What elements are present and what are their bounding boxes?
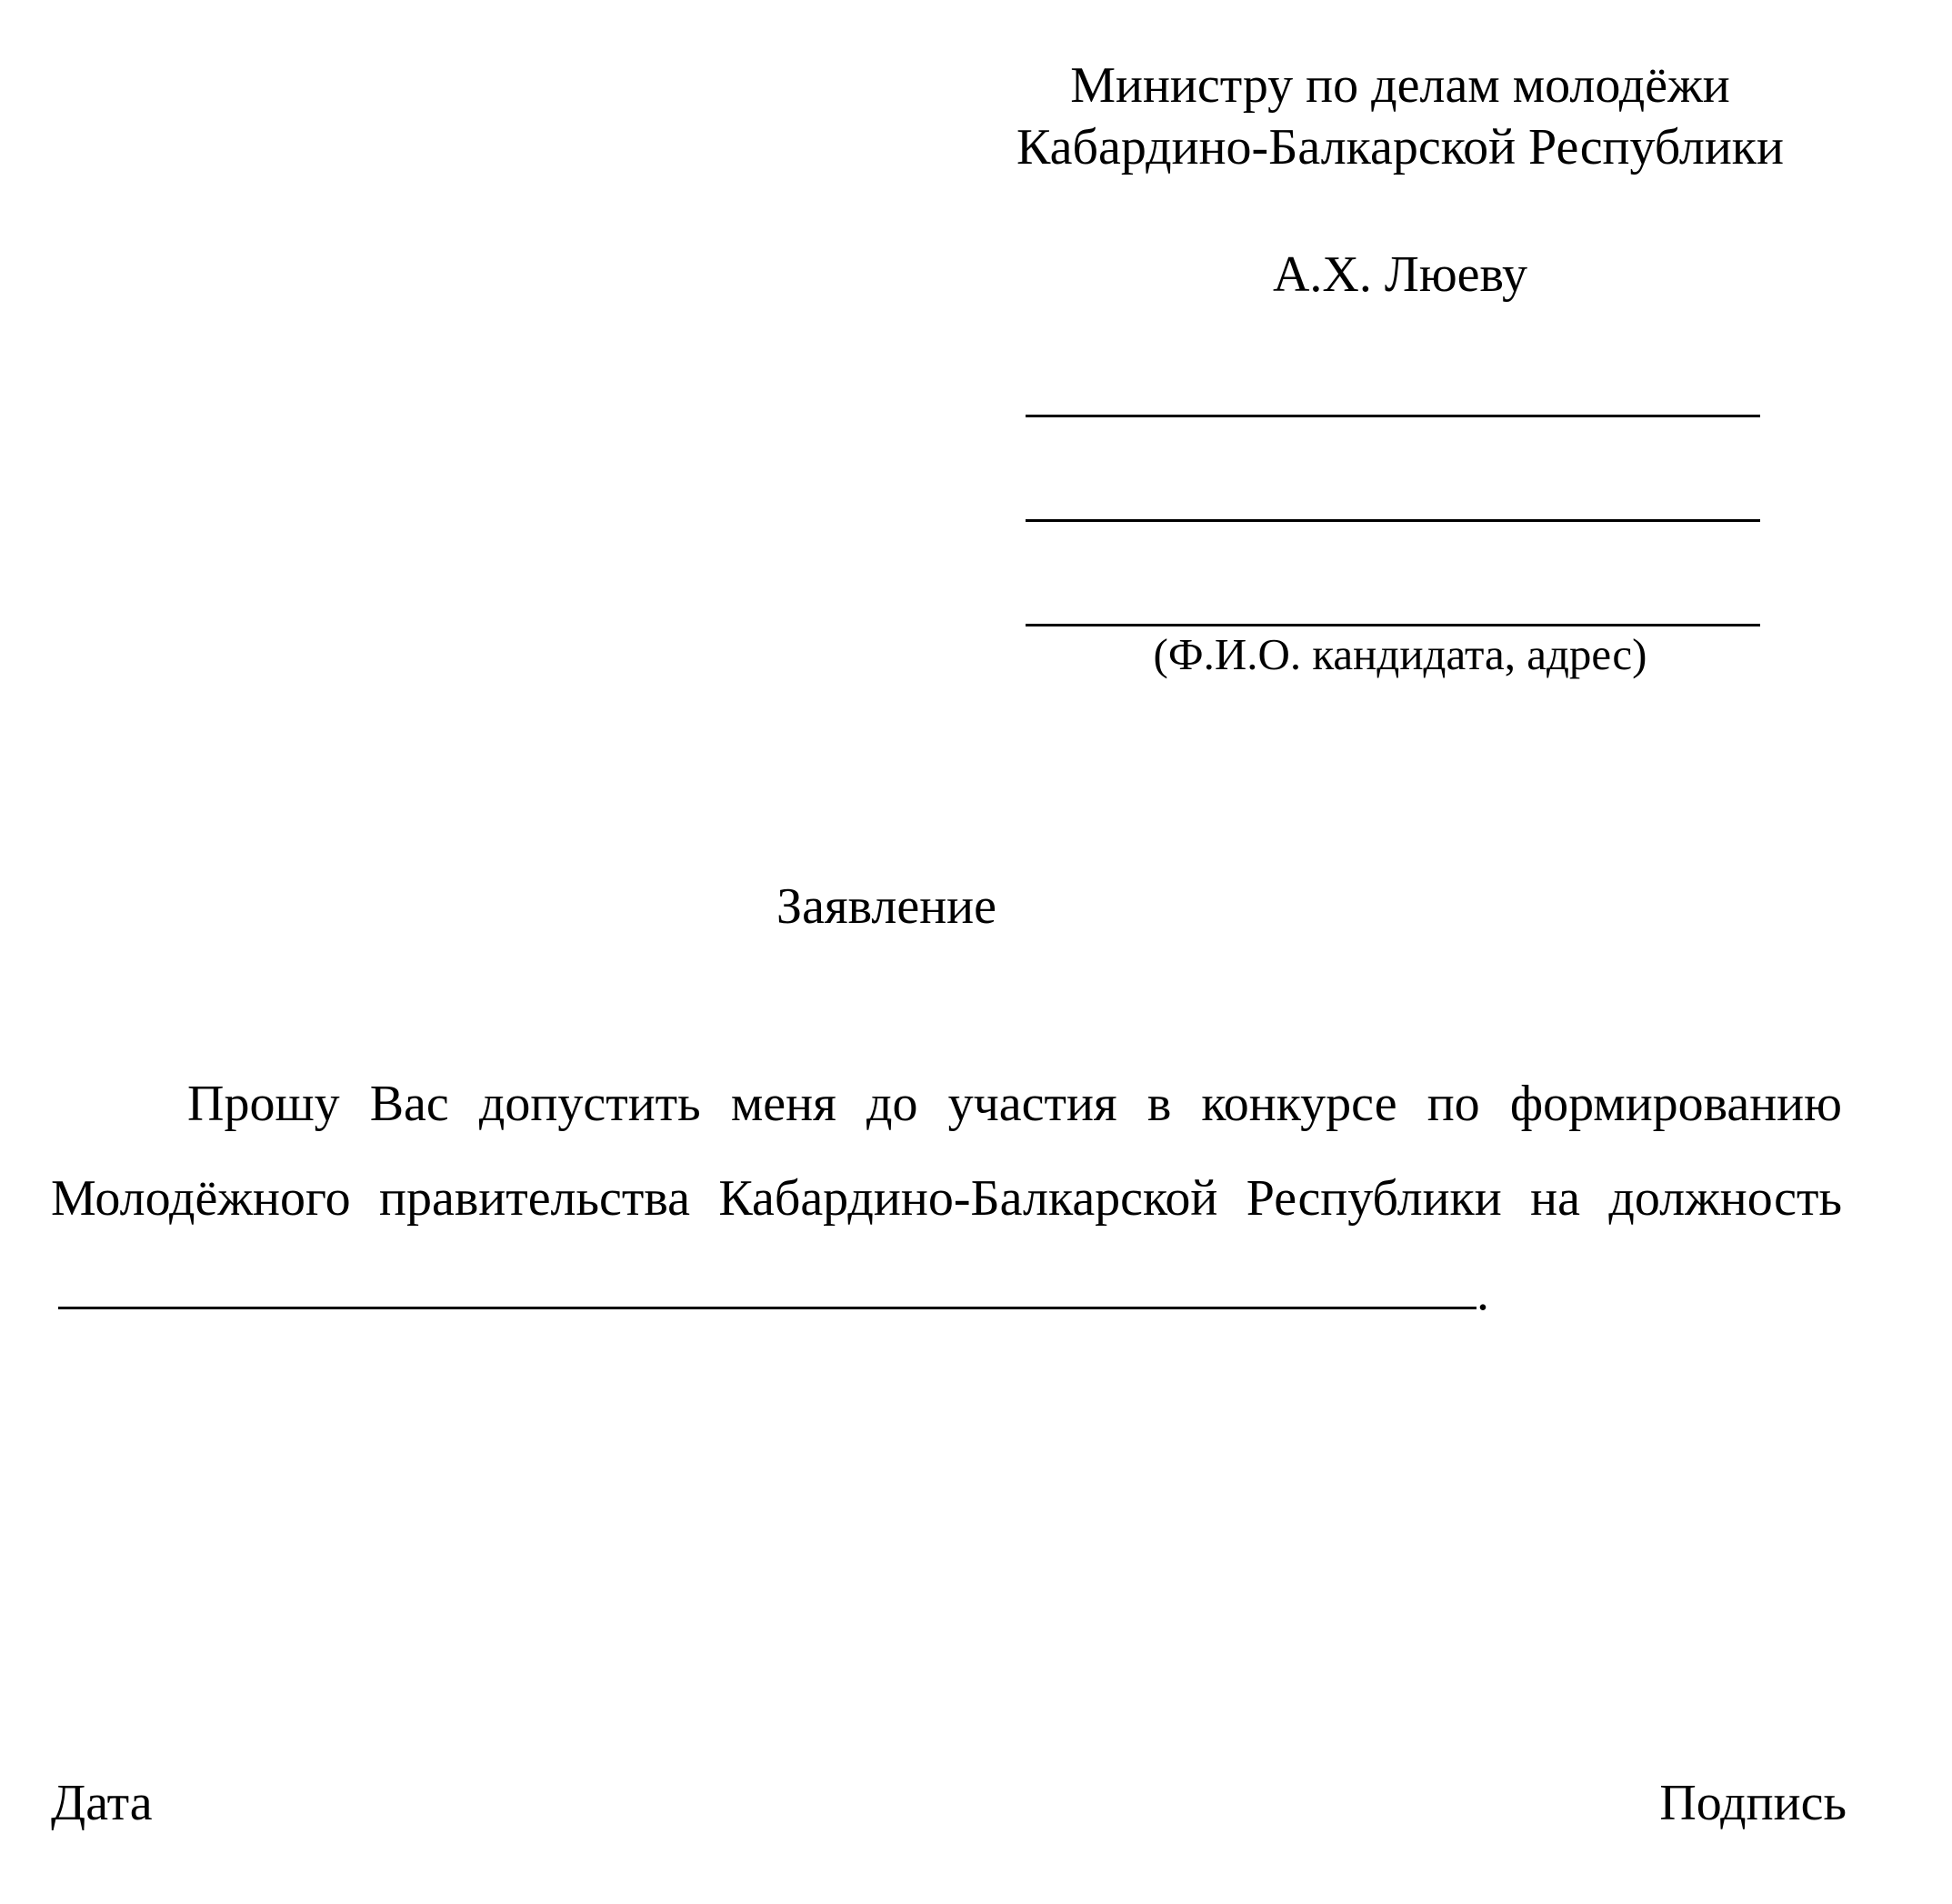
paragraph-end: . [1477,1265,1489,1321]
paragraph-text: Прошу Вас допустить меня до участия в конкурсе по формированию Молодёжного правительства Кабардино-Балкарской Республики на должность [51,1076,1842,1227]
applicant-blank-line-2[interactable] [1026,519,1760,522]
addressee-line-1: Министру по делам молодёжи [1070,57,1730,114]
date-label: Дата [51,1775,153,1831]
signature-label: Подпись [1659,1775,1847,1831]
position-blank-line[interactable] [58,1267,1477,1309]
document-title: Заявление [776,878,996,935]
blank-caption: (Ф.И.О. кандидата, адрес) [1153,629,1647,679]
addressee-name: А.Х. Люеву [1272,246,1528,303]
application-paragraph [51,1057,1842,1340]
applicant-blank-line-1[interactable] [1026,415,1760,417]
applicant-blank-line-3[interactable] [1026,624,1760,626]
addressee-line-2: Кабардино-Балкарской Республики [1016,119,1784,175]
